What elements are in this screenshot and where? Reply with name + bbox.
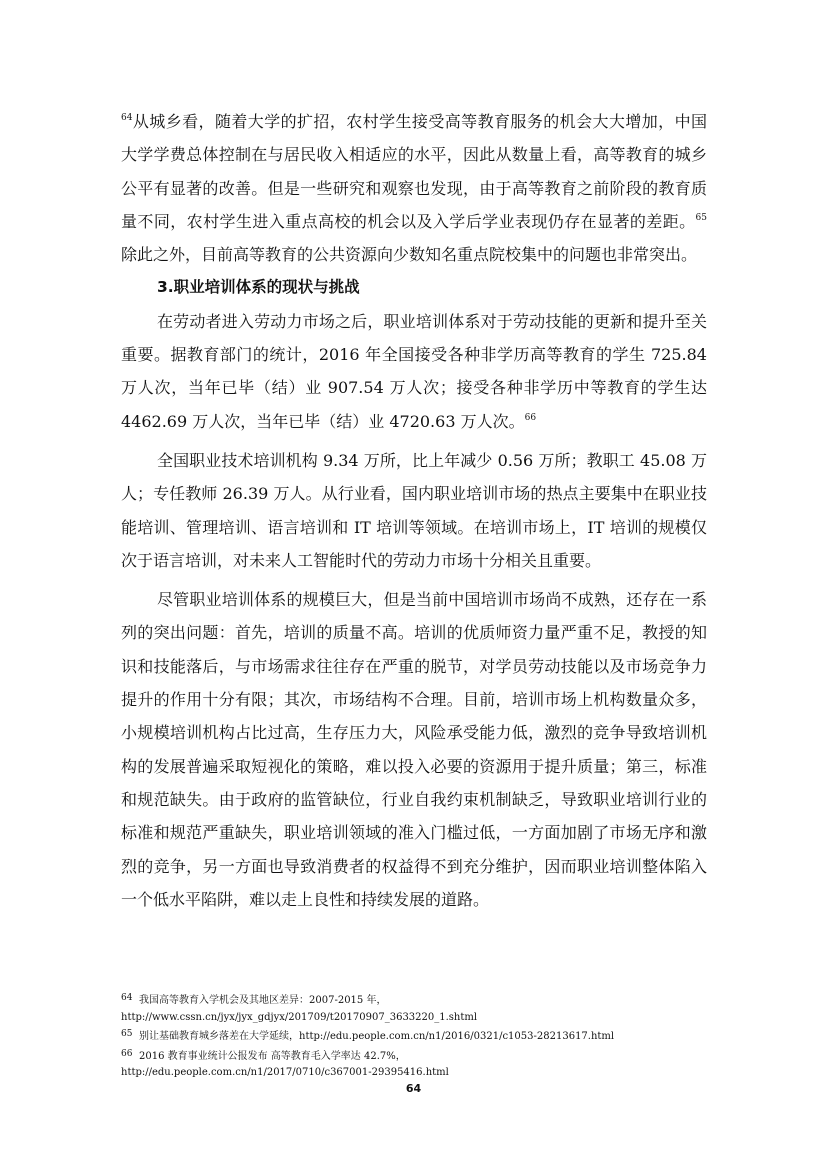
paragraph-text: 在劳动者进入劳动力市场之后，职业培训体系对于劳动技能的更新和提升至关重要。据教育部门的统计，2016 年全国接受各种非学历高等教育的学生 725.84 万人次，当年已毕（结）业 907.54 万人次；接受各种非学历中等教育的学生达 4462.69 万人次，当年已毕（结）业 4720.63 万人次。: [121, 311, 707, 431]
footnote-64-url[interactable]: http://www.cssn.cn/jyx/jyx_gdjyx/201709/t20170907_3633220_1.shtml: [121, 1011, 478, 1023]
footnote-64: [121, 990, 721, 1010]
footnote-ref-66[interactable]: 66: [524, 412, 537, 423]
paragraph-rural-urban: [121, 105, 707, 271]
paragraph-institutions: 全国职业技术培训机构 9.34 万所，比上年减少 0.56 万所；教职工 45.08 万人；专任教师 26.39 万人。从行业看，国内职业培训市场的热点主要集中在职业技能培训、管理培训、语言培训和 IT 培训等领域。在培训市场上，IT 培训的规模仅次于语言培训，对未来人工智能时代的劳动力市场十分相关且重要。: [121, 450, 707, 570]
footnote-mark: 66: [121, 1048, 133, 1059]
paragraph-text: 除此之外，目前高等教育的公共资源向少数知名重点院校集中的问题也非常突出。: [121, 245, 698, 265]
body-text: [121, 105, 707, 916]
footnote-65: [121, 1026, 721, 1046]
footnotes: [121, 990, 721, 1082]
footnote-text: 2016 教育事业统计公报发布 高等教育毛入学率达 42.7%，: [139, 1050, 406, 1062]
footnote-66: [121, 1046, 721, 1066]
footnote-66-url[interactable]: http://edu.people.com.cn/n1/2017/0710/c367001-29395416.html: [121, 1067, 449, 1078]
section-heading: 3.职业培训体系的现状与挑战: [157, 278, 360, 297]
page-number: 64: [405, 1082, 422, 1095]
paragraph-text: 从城乡看，随着大学的扩招，农村学生接受高等教育服务的机会大大增加，中国大学学费总体控制在与居民收入相适应的水平，因此从数量上看，高等教育的城乡公平有显著的改善。但是一些研究和观察也发现，由于高等教育之前阶段的教育质量不同，农村学生进入重点高校的机会以及入学后学业表现仍存在显著的差距。: [121, 112, 707, 231]
paragraph-problems: 尽管职业培训体系的规模巨大，但是当前中国培训市场尚不成熟，还存在一系列的突出问题：首先，培训的质量不高。培训的优质师资力量严重不足，教授的知识和技能落后，与市场需求往往存在严重的脱节，对学员劳动技能以及市场竞争力提升的作用十分有限；其次，市场结构不合理。目前，培训市场上机构数量众多，小规模培训机构占比过高，生存压力大，风险承受能力低，激烈的竞争导致培训机构的发展普遍采取短视化的策略，难以投入必要的资源用于提升质量；第三，标准和规范缺失。由于政府的监管缺位，行业自我约束机制缺乏，导致职业培训行业的标准和规范严重缺失，职业培训领域的准入门槛过低，一方面加剧了市场无序和激烈的竞争，另一方面也导致消费者的权益得不到充分维护，因而职业培训整体陷入一个低水平陷阱，难以走上良性和持续发展的道路。: [121, 590, 707, 909]
paragraph-training-stats: [121, 305, 707, 438]
footnote-ref-65[interactable]: 65: [695, 212, 707, 223]
footnote-mark: 65: [121, 1029, 133, 1039]
footnote-ref-64[interactable]: 64: [121, 113, 133, 123]
footnote-text: 我国高等教育入学机会及其地区差异：2007-2015 年，: [139, 995, 387, 1006]
footnote-text[interactable]: 别让基础教育城乡落差在大学延续，http://edu.people.com.cn/n1/2016/0321/c1053-28213617.html: [139, 1031, 615, 1042]
footnote-mark: 64: [121, 993, 133, 1003]
